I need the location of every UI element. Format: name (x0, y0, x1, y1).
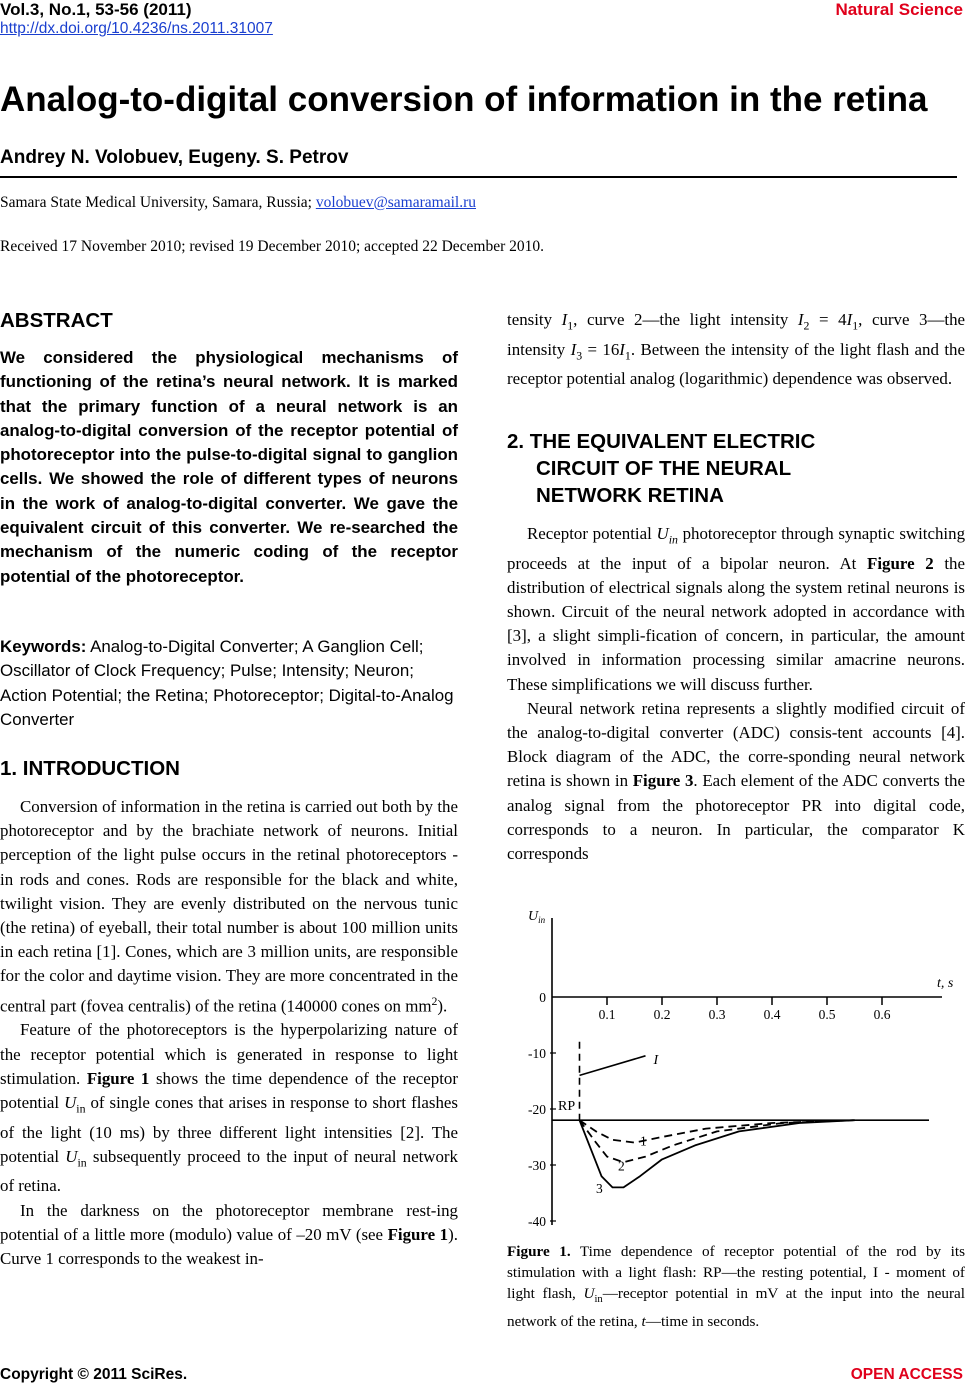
x-axis-label: t, s (937, 976, 954, 991)
symbol: I (846, 310, 853, 329)
title-rule (0, 176, 957, 178)
curve-label-3: 3 (596, 1181, 603, 1196)
text: Time dependence of receptor potential of the rod by its stimulation with a light flash: RP—the resting potential, I - moment of light flash, (507, 1243, 965, 1303)
superscript: 2 (431, 993, 438, 1008)
subscript: in (594, 1294, 603, 1306)
symbol: U (583, 1285, 595, 1303)
keywords (0, 635, 458, 732)
y-tick-label: -10 (528, 1046, 546, 1061)
subscript: in (77, 1155, 87, 1170)
symbol: U (656, 524, 669, 543)
flash-label: I (653, 1052, 659, 1068)
text: —receptor potential in mV at the input into the neural network of the retina, (507, 1285, 965, 1330)
copyright: Copyright © 2011 SciRes. (0, 1366, 188, 1383)
intro-continued-paragraph (507, 308, 965, 391)
x-tick-label: 0.1 (598, 1007, 616, 1022)
text: ). (437, 996, 448, 1016)
figure-ref: Figure 2 (867, 553, 934, 573)
subscript: 1 (624, 347, 631, 362)
x-tick-label: 0.4 (763, 1007, 781, 1022)
symbol: U (64, 1093, 77, 1113)
text: subsequently proceed to the input of neural network of retina. (0, 1146, 458, 1196)
received-dates: Received 17 November 2010; revised 19 December 2010; accepted 22 December 2010. (0, 238, 545, 255)
intro-paragraph-1 (0, 795, 458, 1018)
y-tick-label: -40 (528, 1214, 546, 1229)
section2-body (507, 522, 965, 866)
keywords-label: Keywords: (0, 637, 87, 656)
y-axis-label-subscript: in (538, 915, 546, 925)
intro-paragraph-3 (0, 1199, 458, 1272)
figure-ref: Figure 1 (387, 1224, 449, 1244)
journal-name: Natural Science (835, 0, 963, 19)
text: the distribution of electrical signals along the system retinal neurons is shown. Circuit of the neural network adopted in accordance with [3], a slight simpli-fication of concern, in particular, the amount involved in information processing similar amacrine neurons. These simplifications we will discuss further. (507, 553, 965, 694)
text: Neural network retina represents a slightly modified circuit of the analog-to-digital converter (ADC) consis-tent accounts [4]. Block diagram of the ADC, the corre-sponding neural network retina is shown in (507, 698, 965, 791)
text: Conversion of information in the retina is carried out both by the photoreceptor and by the brachiate network of neurons. Initial perception of the light pulse occurs in the retinal photoreceptors - in rods and cones. Rods are responsible for the black and white, twilight vision. They are evenly distributed on the nervous tunic (the retina) of eyeball, their total number is about 100 million units in each retina [1]. Cones, which are 3 million units, are responsible for the color and daytime vision. They are more concentrated in the central part (fovea centralis) of the retina (140000 cones on mm (0, 797, 458, 1016)
subscript: 3 (576, 347, 583, 362)
text: In the darkness on the photoreceptor membrane rest-ing potential of a little more (modulo) value of –20 mV (see (0, 1200, 458, 1244)
section2-heading (507, 428, 967, 509)
figure-1-caption (507, 1241, 965, 1332)
x-tick-label: 0.5 (818, 1007, 836, 1022)
intro-heading: 1. INTRODUCTION (0, 757, 180, 780)
x-tick-label: 0.2 (653, 1007, 671, 1022)
y-tick-label: -30 (528, 1158, 546, 1173)
text: . Between the intensity of the light flash and the receptor potential analog (logarithmic) dependence was observed. (507, 339, 965, 389)
subscript: 1 (852, 318, 859, 333)
section2-paragraph-2 (507, 697, 965, 866)
figure-1-chart (507, 900, 967, 1235)
abstract-heading: ABSTRACT (0, 309, 113, 332)
symbol: U (65, 1146, 78, 1166)
heading-line: CIRCUIT OF THE NEURAL (536, 457, 792, 480)
affiliation-text: Samara State Medical University, Samara, Russia; (0, 194, 316, 211)
resting-potential-label: RP (558, 1099, 576, 1115)
text: of single cones that arises in response to short flashes of the light (10 ms) by three different light intensities [2]. The potential (0, 1093, 459, 1166)
heading-line: 2. THE EQUIVALENT ELECTRIC (507, 430, 816, 453)
figure-ref: Figure 3 (632, 771, 694, 791)
text: tensity (507, 310, 562, 329)
symbol: I (619, 339, 625, 359)
symbol: t (641, 1312, 646, 1330)
text: ). Curve 1 corresponds to the weakest in- (0, 1224, 458, 1269)
text: . Each element of the ADC converts the analog signal from the photoreceptor PR into digital code, corresponds to a neuron. In particular, the comparator K corresponds (507, 771, 965, 864)
symbol: I (561, 310, 568, 329)
subscript: in (668, 532, 678, 547)
doi-link[interactable]: http://dx.doi.org/10.4236/ns.2011.31007 (0, 20, 273, 37)
text: photoreceptor through synaptic switching proceeds at the input of a bipolar neuron. At (507, 524, 966, 573)
intro-body (0, 795, 458, 1271)
text: , curve 3—the intensity (507, 310, 966, 359)
symbol: I (570, 339, 577, 359)
subscript: 2 (803, 318, 810, 333)
curve-label-1: 1 (640, 1133, 647, 1149)
text: Receptor potential (527, 524, 657, 543)
journal-volume: Vol.3, No.1, 53-56 (2011) (0, 0, 192, 19)
paper-title: Analog-to-digital conversion of information in the retina (0, 80, 928, 119)
x-tick-label: 0.3 (708, 1007, 726, 1022)
y-tick-label: 0 (539, 990, 546, 1005)
curve-label-2: 2 (618, 1158, 625, 1174)
intro-continued (507, 308, 965, 391)
email-link[interactable]: volobuev@samaramail.ru (315, 194, 476, 211)
y-axis-label: $U_{in}$ (528, 909, 546, 925)
text: shows the time dependence of the receptor potential (0, 1068, 458, 1113)
text: , curve 2—the light intensity (573, 310, 798, 329)
authors: Andrey N. Volobuev, Eugeny. S. Petrov (0, 147, 349, 168)
caption-label: Figure 1. (507, 1243, 571, 1260)
text: = 16 (582, 339, 620, 359)
text: —time in seconds. (645, 1312, 760, 1330)
figure-1 (507, 900, 967, 1235)
figure-ref: Figure 1 (86, 1068, 150, 1088)
abstract-text: We considered the physiological mechanisms of functioning of the retina’s neural network. It is marked that the primary function of a neural network is an analog-to-digital conversion of the receptor potential of photoreceptor into the pulse-to-digital signal to ganglion cells. We showed the role of different types of neurons in the work of analog-to-digital converter. We gave the equivalent circuit of this converter. We re-searched the mechanism of the numeric coding of the receptor potential of the photoreceptor. (0, 348, 458, 586)
subscript: 1 (567, 318, 574, 333)
heading-line: NETWORK RETINA (536, 484, 724, 507)
open-access-label: OPEN ACCESS (850, 1366, 963, 1383)
text: Feature of the photoreceptors is the hyperpolarizing nature of the receptor potential which is generated in response to light stimulation. (0, 1020, 458, 1088)
y-tick-label: -20 (528, 1102, 546, 1117)
curve-3 (580, 1120, 855, 1187)
intro-paragraph-2 (0, 1018, 458, 1198)
text: = 4 (809, 310, 847, 329)
flash-intensity-line (580, 1056, 646, 1076)
affiliation (0, 194, 476, 212)
symbol: I (797, 310, 804, 329)
keywords-text: Analog-to-Digital Converter; A Ganglion Cell; Oscillator of Clock Frequency; Pulse; Intensity; Neuron; Action Potential; the Retina; Photoreceptor; Digital-to-Analog Converter (0, 637, 454, 729)
subscript: in (76, 1101, 86, 1116)
x-tick-label: 0.6 (873, 1007, 891, 1022)
section2-paragraph-1 (507, 522, 965, 697)
